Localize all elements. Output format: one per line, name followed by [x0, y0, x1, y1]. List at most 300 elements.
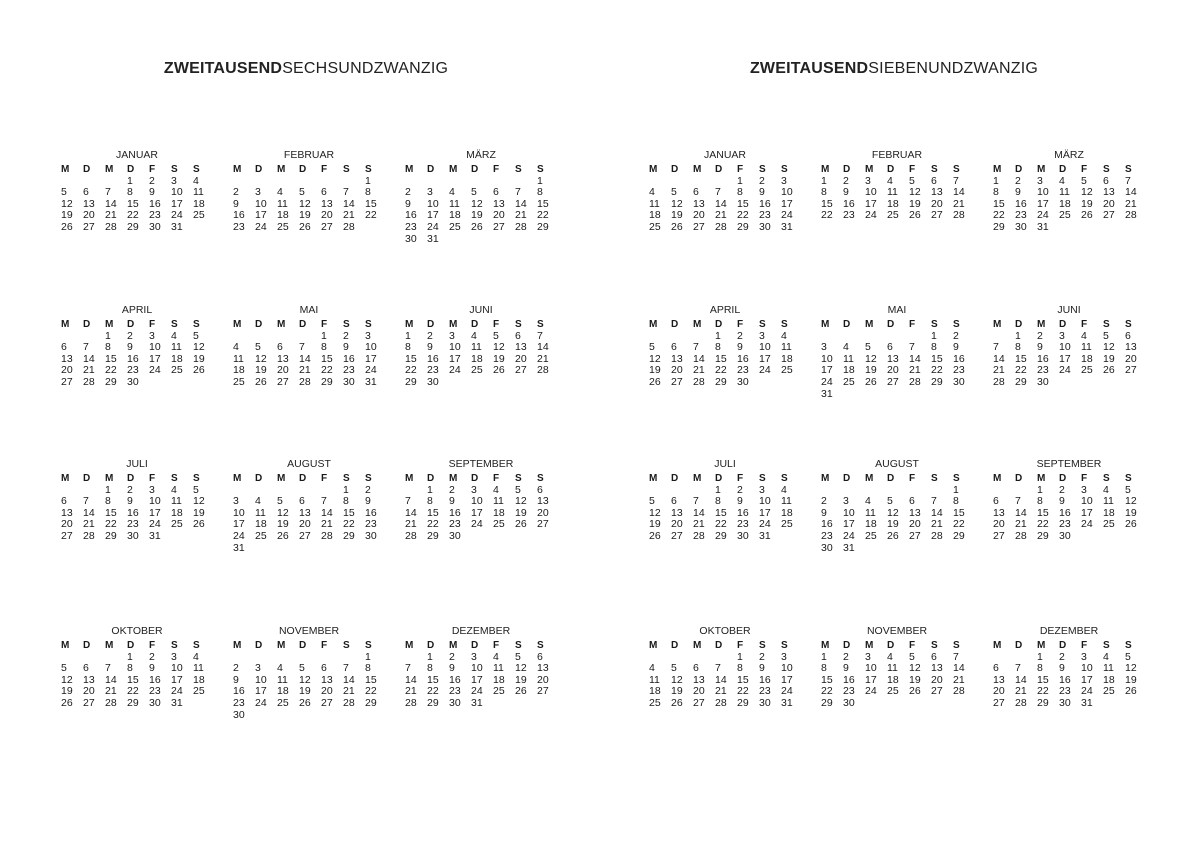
day-cell: 27 — [671, 375, 683, 388]
day-cell: 29 — [821, 696, 833, 709]
day-cell: 25 — [193, 209, 205, 222]
day-cell: 25 — [1103, 685, 1115, 698]
day-cell: 7 — [83, 341, 89, 354]
day-cell: 3 — [759, 483, 765, 496]
day-cell: 12 — [649, 352, 661, 365]
day-cell: 11 — [193, 662, 204, 675]
day-cell: 27 — [693, 220, 705, 233]
day-cell: 30 — [233, 708, 245, 721]
weekday-header: S — [343, 640, 350, 651]
day-cell: 25 — [649, 696, 661, 709]
day-cell: 21 — [405, 685, 417, 698]
day-cell: 19 — [649, 518, 661, 531]
weekday-header: F — [493, 319, 500, 330]
day-cell: 22 — [405, 364, 417, 377]
day-cell: 4 — [193, 650, 199, 663]
month-block — [232, 148, 386, 234]
day-cell: 26 — [649, 375, 661, 388]
day-cell: 3 — [781, 174, 787, 187]
weekday-header: S — [1125, 319, 1132, 330]
weekday-header: S — [343, 473, 350, 484]
day-cell: 10 — [759, 341, 771, 354]
day-cell: 1 — [427, 650, 433, 663]
day-cell: 14 — [105, 673, 117, 686]
day-cell: 4 — [781, 329, 787, 342]
day-cell: 24 — [449, 364, 461, 377]
weekday-header: M — [405, 164, 414, 175]
day-cell: 23 — [149, 685, 161, 698]
month-grid — [820, 319, 974, 400]
day-cell: 29 — [993, 220, 1005, 233]
weekday-header: M — [277, 640, 286, 651]
weekday-header: D — [471, 473, 479, 484]
day-cell: 8 — [127, 662, 133, 675]
day-cell: 15 — [993, 197, 1005, 210]
day-cell: 4 — [843, 341, 849, 354]
day-cell: 20 — [993, 685, 1005, 698]
day-cell: 31 — [1081, 696, 1093, 709]
day-cell: 2 — [365, 483, 371, 496]
day-cell: 29 — [427, 529, 439, 542]
day-cell: 7 — [321, 495, 327, 508]
day-cell: 19 — [671, 209, 683, 222]
day-cell: 19 — [61, 209, 73, 222]
day-cell: 6 — [1103, 174, 1109, 187]
day-cell: 4 — [171, 483, 177, 496]
day-cell: 1 — [1015, 329, 1021, 342]
day-cell: 8 — [737, 186, 743, 199]
day-cell: 2 — [759, 650, 765, 663]
day-cell: 14 — [993, 352, 1005, 365]
day-cell: 28 — [953, 685, 965, 698]
day-cell: 4 — [649, 186, 655, 199]
weekday-header: D — [1015, 640, 1023, 651]
day-cell: 8 — [365, 186, 371, 199]
day-cell: 29 — [1015, 375, 1027, 388]
weekday-header: D — [471, 164, 479, 175]
day-cell: 19 — [61, 685, 73, 698]
day-cell: 24 — [365, 364, 377, 377]
day-cell: 12 — [865, 352, 877, 365]
day-cell: 25 — [277, 696, 289, 709]
weekday-header: S — [171, 164, 178, 175]
weekday-header: D — [299, 640, 307, 651]
day-cell: 30 — [1015, 220, 1027, 233]
day-cell: 6 — [61, 495, 67, 508]
day-cell: 4 — [865, 495, 871, 508]
day-cell: 17 — [1081, 673, 1093, 686]
day-cell: 17 — [781, 197, 793, 210]
weekday-header: S — [515, 473, 522, 484]
day-cell: 4 — [171, 329, 177, 342]
weekday-header: M — [649, 473, 658, 484]
day-cell: 20 — [993, 518, 1005, 531]
day-cell: 31 — [781, 696, 793, 709]
month-name: JULI — [126, 458, 148, 470]
day-cell: 8 — [405, 341, 411, 354]
weekday-header: M — [865, 640, 874, 651]
day-cell: 27 — [321, 696, 333, 709]
day-cell: 16 — [149, 673, 161, 686]
day-cell: 26 — [515, 518, 527, 531]
day-cell: 25 — [887, 209, 899, 222]
day-cell: 6 — [61, 341, 67, 354]
month-grid — [404, 473, 558, 543]
day-cell: 19 — [515, 673, 527, 686]
day-cell: 9 — [843, 186, 849, 199]
day-cell: 11 — [277, 673, 288, 686]
weekday-header: D — [427, 640, 435, 651]
day-cell: 10 — [365, 341, 377, 354]
day-cell: 16 — [127, 352, 139, 365]
day-cell: 29 — [127, 696, 139, 709]
day-cell: 20 — [537, 673, 549, 686]
day-cell: 22 — [343, 518, 355, 531]
day-cell: 20 — [537, 506, 549, 519]
month-grid — [60, 164, 214, 234]
day-cell: 24 — [471, 685, 483, 698]
day-cell: 2 — [149, 174, 155, 187]
day-cell: 23 — [449, 518, 461, 531]
day-cell: 2 — [1059, 650, 1065, 663]
month-block — [232, 457, 386, 554]
year-title-rest: SIEBENUNDZWANZIG — [868, 60, 1039, 77]
day-cell: 26 — [909, 685, 921, 698]
day-cell: 2 — [843, 174, 849, 187]
day-cell: 28 — [321, 529, 333, 542]
day-cell: 31 — [427, 232, 439, 245]
weekday-header: D — [299, 319, 307, 330]
day-cell: 22 — [105, 518, 117, 531]
day-cell: 18 — [471, 352, 483, 365]
day-cell: 18 — [449, 209, 461, 222]
day-cell: 11 — [493, 495, 504, 508]
day-cell: 7 — [715, 662, 721, 675]
day-cell: 25 — [865, 529, 877, 542]
day-cell: 6 — [277, 341, 283, 354]
weekday-header: F — [737, 319, 744, 330]
day-cell: 20 — [887, 364, 899, 377]
day-cell: 12 — [671, 673, 683, 686]
day-cell: 23 — [449, 685, 461, 698]
day-cell: 5 — [649, 495, 655, 508]
day-cell: 26 — [1125, 518, 1137, 531]
day-cell: 13 — [993, 506, 1005, 519]
day-cell: 30 — [1059, 696, 1071, 709]
day-cell: 11 — [781, 495, 792, 508]
weekday-header: F — [737, 164, 744, 175]
month-name: AUGUST — [875, 458, 919, 470]
day-cell: 16 — [127, 506, 139, 519]
day-cell: 20 — [299, 518, 311, 531]
day-cell: 6 — [537, 650, 543, 663]
day-cell: 12 — [193, 341, 205, 354]
month-block — [404, 303, 558, 389]
day-cell: 3 — [171, 174, 177, 187]
day-cell: 1 — [1037, 483, 1043, 496]
day-cell: 23 — [365, 518, 377, 531]
day-cell: 20 — [493, 209, 505, 222]
day-cell: 22 — [953, 518, 965, 531]
day-cell: 18 — [1103, 673, 1115, 686]
day-cell: 11 — [1103, 495, 1114, 508]
weekday-header: F — [149, 319, 156, 330]
day-cell: 9 — [127, 495, 133, 508]
weekday-header: M — [821, 640, 830, 651]
day-cell: 19 — [909, 673, 921, 686]
month-grid — [404, 640, 558, 710]
day-cell: 5 — [493, 329, 499, 342]
weekday-header: M — [693, 473, 702, 484]
day-cell: 18 — [781, 352, 793, 365]
weekday-header: F — [1081, 640, 1088, 651]
weekday-header: S — [953, 319, 960, 330]
day-cell: 3 — [1037, 174, 1043, 187]
weekday-header: D — [127, 473, 135, 484]
day-cell: 17 — [865, 673, 877, 686]
weekday-header: D — [1059, 640, 1067, 651]
day-cell: 20 — [671, 518, 683, 531]
day-cell: 7 — [405, 662, 411, 675]
day-cell: 22 — [427, 685, 439, 698]
month-grid — [992, 473, 1146, 543]
day-cell: 17 — [255, 209, 267, 222]
day-cell: 28 — [1015, 529, 1027, 542]
day-cell: 1 — [321, 329, 327, 342]
day-cell: 14 — [715, 197, 727, 210]
day-cell: 14 — [405, 673, 417, 686]
day-cell: 23 — [1015, 209, 1027, 222]
day-cell: 30 — [843, 696, 855, 709]
day-cell: 3 — [427, 186, 433, 199]
day-cell: 18 — [1059, 197, 1071, 210]
day-cell: 10 — [171, 186, 183, 199]
day-cell: 5 — [193, 329, 199, 342]
weekday-header: M — [449, 164, 458, 175]
day-cell: 14 — [1015, 506, 1027, 519]
day-cell: 20 — [321, 685, 333, 698]
day-cell: 17 — [255, 685, 267, 698]
day-cell: 8 — [821, 662, 827, 675]
day-cell: 26 — [649, 529, 661, 542]
day-cell: 9 — [1037, 341, 1043, 354]
day-cell: 16 — [821, 518, 833, 531]
weekday-header: F — [321, 164, 328, 175]
month-block — [60, 457, 214, 543]
day-cell: 26 — [61, 220, 73, 233]
day-cell: 27 — [693, 696, 705, 709]
day-cell: 4 — [277, 662, 283, 675]
day-cell: 30 — [759, 220, 771, 233]
day-cell: 15 — [715, 352, 727, 365]
day-cell: 25 — [781, 364, 793, 377]
day-cell: 7 — [105, 186, 111, 199]
day-cell: 28 — [953, 209, 965, 222]
day-cell: 8 — [365, 662, 371, 675]
day-cell: 23 — [343, 364, 355, 377]
day-cell: 6 — [537, 483, 543, 496]
day-cell: 18 — [171, 506, 183, 519]
day-cell: 28 — [405, 529, 417, 542]
day-cell: 7 — [343, 186, 349, 199]
day-cell: 19 — [193, 506, 205, 519]
day-cell: 28 — [105, 696, 117, 709]
day-cell: 13 — [321, 673, 333, 686]
day-cell: 24 — [865, 685, 877, 698]
day-cell: 5 — [193, 483, 199, 496]
day-cell: 30 — [127, 375, 139, 388]
month-block — [404, 624, 558, 710]
day-cell: 31 — [781, 220, 793, 233]
day-cell: 15 — [715, 506, 727, 519]
day-cell: 14 — [83, 506, 95, 519]
weekday-header: M — [449, 319, 458, 330]
day-cell: 14 — [343, 197, 355, 210]
day-cell: 27 — [493, 220, 505, 233]
day-cell: 22 — [821, 685, 833, 698]
weekday-header: M — [993, 473, 1002, 484]
day-cell: 18 — [887, 673, 899, 686]
month-block — [404, 457, 558, 543]
day-cell: 10 — [255, 673, 267, 686]
day-cell: 23 — [759, 209, 771, 222]
day-cell: 1 — [821, 650, 827, 663]
day-cell: 27 — [1125, 364, 1137, 377]
day-cell: 14 — [343, 673, 355, 686]
day-cell: 31 — [1037, 220, 1049, 233]
weekday-header: D — [427, 319, 435, 330]
month-name: MAI — [887, 304, 907, 316]
month-name: AUGUST — [287, 458, 331, 470]
day-cell: 6 — [931, 650, 937, 663]
weekday-header: M — [693, 319, 702, 330]
day-cell: 4 — [277, 186, 283, 199]
day-cell: 15 — [365, 197, 377, 210]
day-cell: 19 — [515, 506, 527, 519]
day-cell: 20 — [693, 209, 705, 222]
day-cell: 11 — [1059, 186, 1070, 199]
day-cell: 21 — [1015, 685, 1027, 698]
month-name: DEZEMBER — [451, 625, 511, 637]
weekday-header: S — [781, 640, 788, 651]
month-grid — [820, 164, 974, 222]
day-cell: 26 — [1081, 209, 1093, 222]
day-cell: 16 — [449, 506, 461, 519]
weekday-header: M — [233, 164, 242, 175]
day-cell: 10 — [1081, 662, 1093, 675]
day-cell: 14 — [693, 352, 705, 365]
day-cell: 10 — [471, 495, 483, 508]
day-cell: 19 — [1103, 352, 1115, 365]
day-cell: 12 — [61, 673, 73, 686]
day-cell: 8 — [715, 341, 721, 354]
day-cell: 5 — [1125, 650, 1131, 663]
day-cell: 16 — [843, 197, 855, 210]
day-cell: 14 — [1125, 186, 1137, 199]
day-cell: 12 — [299, 673, 311, 686]
day-cell: 8 — [321, 341, 327, 354]
day-cell: 29 — [931, 375, 943, 388]
weekday-header: D — [83, 473, 91, 484]
day-cell: 23 — [127, 518, 139, 531]
day-cell: 6 — [515, 329, 521, 342]
day-cell: 23 — [737, 364, 749, 377]
weekday-header: D — [255, 640, 263, 651]
day-cell: 14 — [405, 506, 417, 519]
day-cell: 2 — [737, 483, 743, 496]
day-cell: 1 — [931, 329, 937, 342]
day-cell: 4 — [781, 483, 787, 496]
day-cell: 8 — [427, 662, 433, 675]
weekday-header: S — [193, 164, 200, 175]
day-cell: 25 — [493, 685, 505, 698]
day-cell: 10 — [149, 495, 161, 508]
day-cell: 17 — [781, 673, 793, 686]
day-cell: 26 — [61, 696, 73, 709]
day-cell: 4 — [255, 495, 261, 508]
weekday-header: D — [1015, 164, 1023, 175]
day-cell: 26 — [1125, 685, 1137, 698]
day-cell: 27 — [277, 375, 289, 388]
day-cell: 5 — [1081, 174, 1087, 187]
day-cell: 19 — [493, 352, 505, 365]
day-cell: 7 — [693, 495, 699, 508]
day-cell: 7 — [405, 495, 411, 508]
day-cell: 31 — [365, 375, 377, 388]
day-cell: 21 — [715, 685, 727, 698]
day-cell: 26 — [909, 209, 921, 222]
month-block — [992, 148, 1146, 234]
day-cell: 31 — [471, 696, 483, 709]
weekday-header: S — [931, 473, 938, 484]
day-cell: 19 — [887, 518, 899, 531]
day-cell: 28 — [931, 529, 943, 542]
day-cell: 24 — [781, 209, 793, 222]
day-cell: 9 — [1059, 662, 1065, 675]
day-cell: 16 — [737, 352, 749, 365]
day-cell: 11 — [233, 352, 244, 365]
day-cell: 10 — [865, 186, 877, 199]
weekday-header: D — [427, 473, 435, 484]
month-grid — [60, 319, 214, 389]
day-cell: 8 — [105, 341, 111, 354]
day-cell: 6 — [693, 186, 699, 199]
day-cell: 26 — [671, 220, 683, 233]
weekday-header: S — [931, 640, 938, 651]
day-cell: 15 — [537, 197, 549, 210]
day-cell: 1 — [427, 483, 433, 496]
day-cell: 1 — [715, 329, 721, 342]
weekday-header: M — [61, 164, 70, 175]
weekday-header: M — [1037, 640, 1046, 651]
day-cell: 28 — [405, 696, 417, 709]
day-cell: 13 — [83, 197, 95, 210]
day-cell: 2 — [449, 650, 455, 663]
year-title — [60, 60, 552, 78]
month-name: JULI — [714, 458, 736, 470]
day-cell: 19 — [909, 197, 921, 210]
weekday-header: F — [1081, 164, 1088, 175]
weekday-header: M — [821, 164, 830, 175]
day-cell: 7 — [693, 341, 699, 354]
day-cell: 12 — [193, 495, 205, 508]
weekday-header: D — [887, 473, 895, 484]
day-cell: 9 — [759, 186, 765, 199]
day-cell: 11 — [649, 197, 660, 210]
day-cell: 11 — [193, 186, 204, 199]
month-grid — [992, 164, 1146, 234]
day-cell: 15 — [821, 197, 833, 210]
